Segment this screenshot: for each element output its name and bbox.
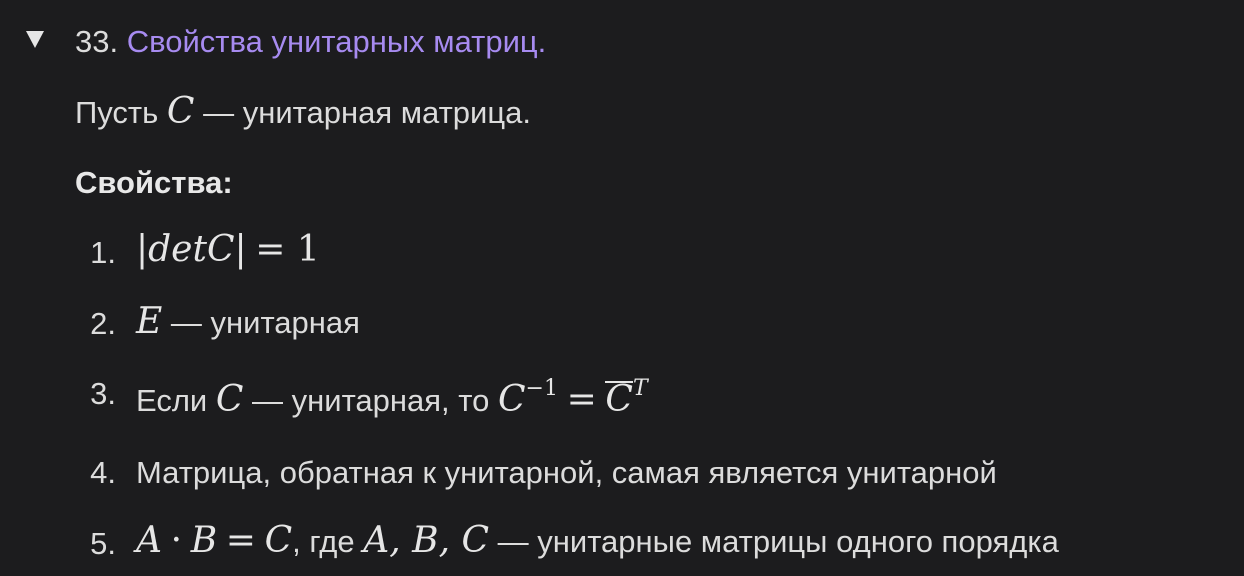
item-4-text: Матрица, обратная к унитарной, самая является унитарной bbox=[136, 455, 997, 490]
item-5-end: — унитарные матрицы одного порядка bbox=[497, 524, 1059, 559]
inverse-base: C bbox=[498, 379, 526, 420]
item-5-a: A bbox=[136, 520, 162, 561]
section-heading bbox=[75, 22, 546, 62]
abs-bar-left: | bbox=[136, 229, 149, 270]
item-5-eq: = bbox=[225, 520, 256, 561]
transpose-sup: T bbox=[632, 376, 648, 401]
item-3-mid: — унитарная, то bbox=[252, 383, 490, 418]
properties-label: Свойства: bbox=[75, 165, 233, 200]
det-expression: detC bbox=[148, 229, 235, 270]
intro-before: Пусть bbox=[75, 95, 159, 130]
abs-bar-right: | bbox=[234, 229, 247, 270]
item-3-if: Если bbox=[136, 383, 208, 418]
item-2-number: 2. bbox=[90, 306, 116, 341]
item-3-var: C bbox=[215, 379, 244, 420]
conjugate-var: C bbox=[605, 379, 633, 420]
item-2-text: — унитарная bbox=[170, 305, 360, 340]
equals-one: = 1 bbox=[255, 229, 320, 270]
item-1-body bbox=[136, 230, 320, 271]
intro-line bbox=[75, 92, 531, 133]
item-2-body bbox=[136, 302, 360, 343]
item-3-body bbox=[136, 376, 648, 425]
item-5-where: , где bbox=[292, 524, 355, 559]
item-2-var: E bbox=[136, 301, 163, 342]
item-5-c: C bbox=[264, 520, 293, 561]
inverse-exponent: −1 bbox=[525, 376, 558, 401]
item-5-body bbox=[136, 521, 1059, 562]
item-1-number: 1. bbox=[90, 235, 116, 270]
intro-var: C bbox=[166, 91, 195, 132]
item-5-b: B bbox=[190, 520, 218, 561]
collapse-toggle-icon[interactable] bbox=[26, 31, 44, 48]
item-5-list: A, B, C bbox=[363, 520, 490, 561]
heading-number: 33. bbox=[75, 24, 119, 59]
item-3-number: 3. bbox=[90, 376, 116, 411]
item-4-number: 4. bbox=[90, 455, 116, 490]
heading-title-link[interactable]: Свойства унитарных матриц. bbox=[126, 24, 547, 59]
intro-after: — унитарная матрица. bbox=[203, 95, 531, 130]
item-5-number: 5. bbox=[90, 526, 116, 561]
item-5-dot: · bbox=[170, 520, 183, 561]
item-3-equals: = bbox=[566, 379, 597, 420]
